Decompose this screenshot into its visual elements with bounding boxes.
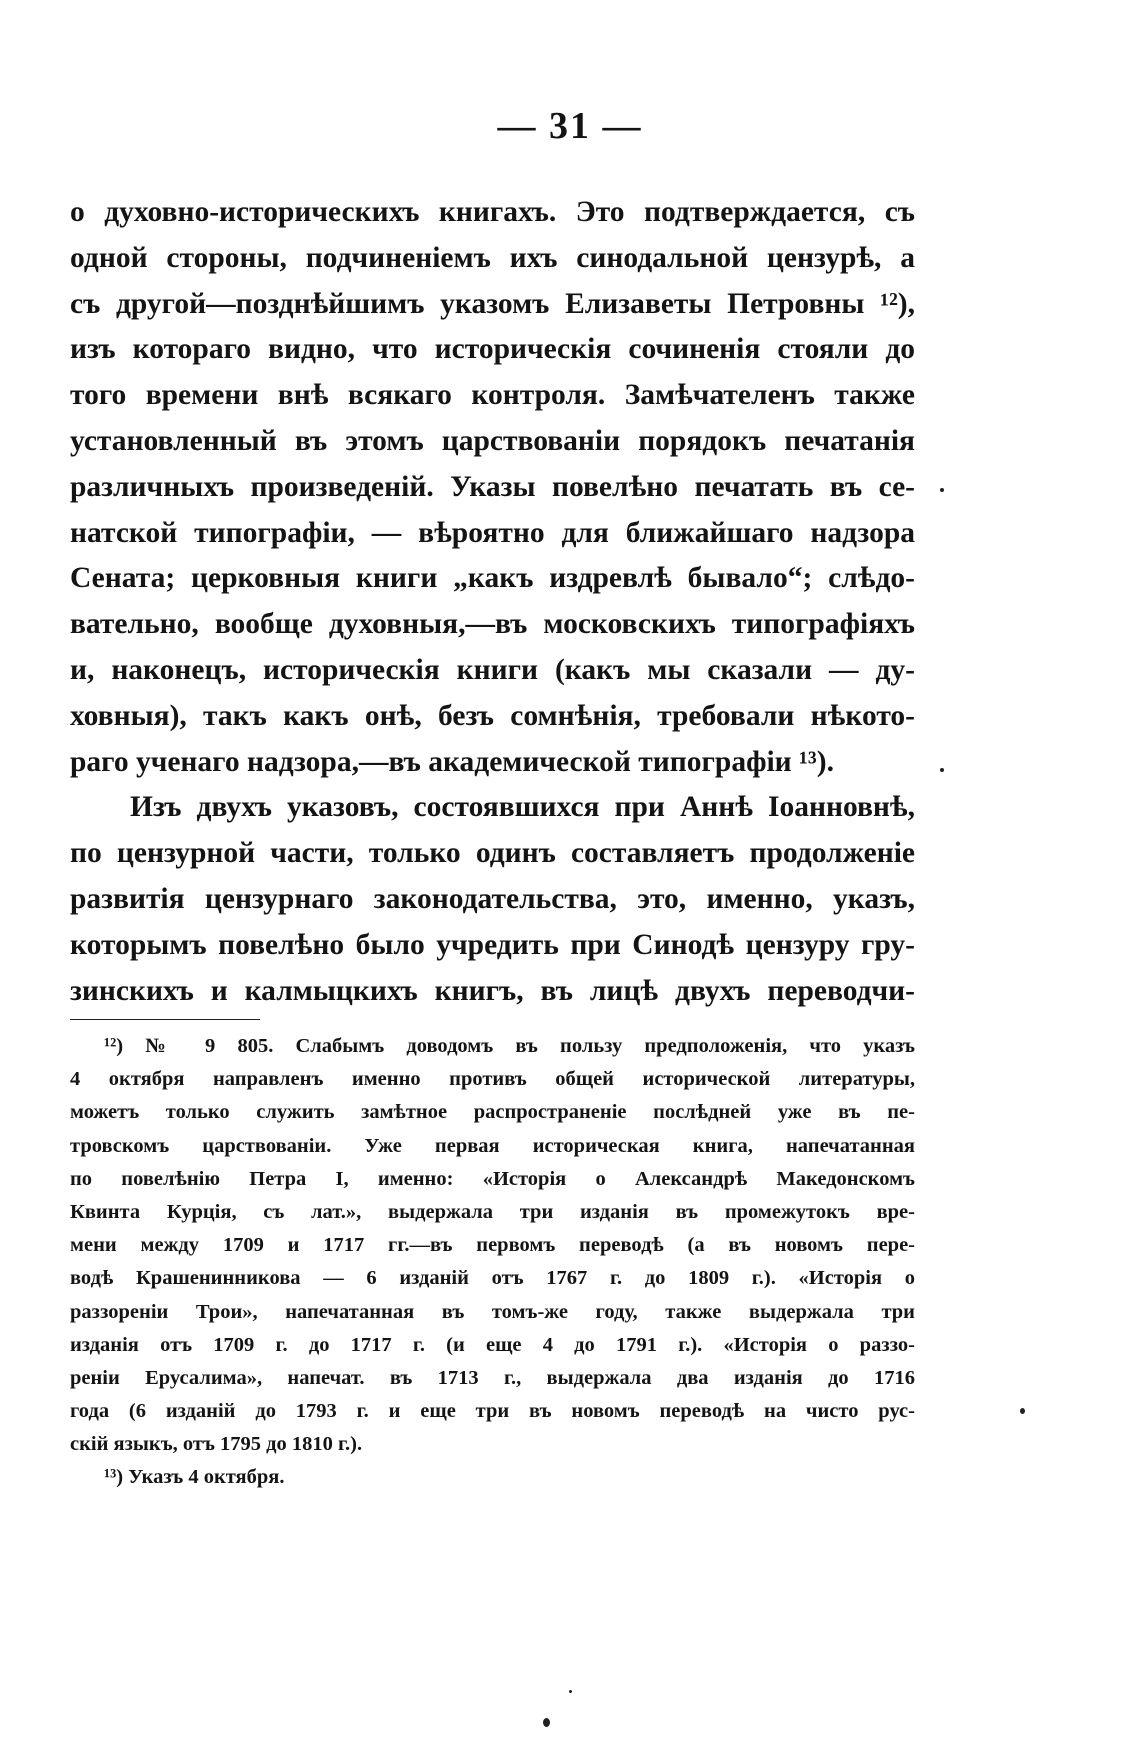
scan-speck <box>543 1718 550 1727</box>
footnote-line: раззореніи Трои», напечатанная въ томъ-же году, также выдержала три <box>70 1300 915 1323</box>
scan-speck <box>569 1690 572 1693</box>
footnote-line: по повелѣнію Петра I, именно: «Исторія о Александрѣ Македонскомъ <box>70 1167 915 1190</box>
text-line: ховныя), такъ какъ онѣ, безъ сомнѣнія, требовали нѣкото- <box>70 699 915 732</box>
text-line: одной стороны, подчиненіемъ ихъ синодальной цензурѣ, а <box>70 241 915 274</box>
footnote-line: водѣ Крашенинникова — 6 изданій отъ 1767 г. до 1809 г.). «Исторія о <box>70 1267 915 1290</box>
scan-speck <box>1020 1408 1025 1414</box>
footnote-line: ¹²) № 9 805. Слабымъ доводомъ въ пользу предположенія, что указъ <box>104 1035 915 1057</box>
footnote-line: скій языкъ, отъ 1795 до 1810 г.). <box>70 1433 363 1456</box>
text-line: вательно, вообще духовныя,—въ московскихъ типографіяхъ <box>70 608 915 641</box>
footnote-line: мени между 1709 и 1717 гг.—въ первомъ переводѣ (а въ новомъ пере- <box>70 1234 915 1257</box>
text-line: развитія цензурнаго законодательства, это, именно, указъ, <box>70 882 915 915</box>
text-line: съ другой—позднѣйшимъ указомъ Елизаветы Петровны ¹²), <box>70 287 915 320</box>
text-line: установленный въ этомъ царствованіи порядокъ печатанія <box>70 424 915 457</box>
page-number: — 31 — <box>497 105 643 147</box>
footnotes <box>70 1030 915 1495</box>
footnote-line: реніи Ерусалима», напечат. въ 1713 г., выдержала два изданія до 1716 <box>70 1366 915 1389</box>
text-line: зинскихъ и калмыцкихъ книгъ, въ лицѣ двухъ переводчи- <box>70 974 915 1007</box>
footnote-line: можетъ только служить замѣтное распространеніе послѣдней уже въ пе- <box>70 1101 915 1124</box>
footnote-line: тровскомъ царствованіи. Уже первая историческая книга, напечатанная <box>70 1134 915 1157</box>
text-line: по цензурной части, только одинъ составляетъ продолженіе <box>70 837 915 870</box>
text-line: и, наконецъ, историческія книги (какъ мы сказали — ду- <box>70 653 915 686</box>
text-line: о духовно-историческихъ книгахъ. Это подтверждается, съ <box>70 196 915 228</box>
main-text <box>70 190 915 1014</box>
footnote-line: 4 октября направленъ именно противъ общей исторической литературы, <box>70 1068 915 1091</box>
text-line: которымъ повелѣно было учредить при Синодѣ цензуру гру- <box>70 928 915 961</box>
footnote-divider <box>70 1019 260 1020</box>
text-line: Сената; церковныя книги „какъ издревлѣ бывало“; слѣдо- <box>70 562 915 595</box>
text-line: натской типографіи, — вѣроятно для ближайшаго надзора <box>70 516 915 549</box>
text-line: того времени внѣ всякаго контроля. Замѣчателенъ также <box>70 379 915 412</box>
text-line: Изъ двухъ указовъ, состоявшихся при Аннѣ Іоанновнѣ, <box>130 791 915 824</box>
scan-speck <box>940 488 944 492</box>
text-line: изъ котораго видно, что историческія сочиненія стояли до <box>70 333 915 366</box>
footnote-line: изданія отъ 1709 г. до 1717 г. (и еще 4 до 1791 г.). «Исторія о раззо- <box>70 1333 915 1356</box>
footnote-line: Квинта Курція, съ лат.», выдержала три изданія въ промежутокъ вре- <box>70 1200 915 1223</box>
text-line: раго ученаго надзора,—въ академической типографіи ¹³). <box>70 745 834 778</box>
footnote-line: года (6 изданій до 1793 г. и еще три въ новомъ переводѣ на чисто рус- <box>70 1400 915 1423</box>
scan-speck <box>940 768 944 772</box>
footnote-line: ¹³) Указъ 4 октября. <box>104 1466 285 1489</box>
text-line: различныхъ произведеній. Указы повелѣно печатать въ се- <box>70 470 915 503</box>
